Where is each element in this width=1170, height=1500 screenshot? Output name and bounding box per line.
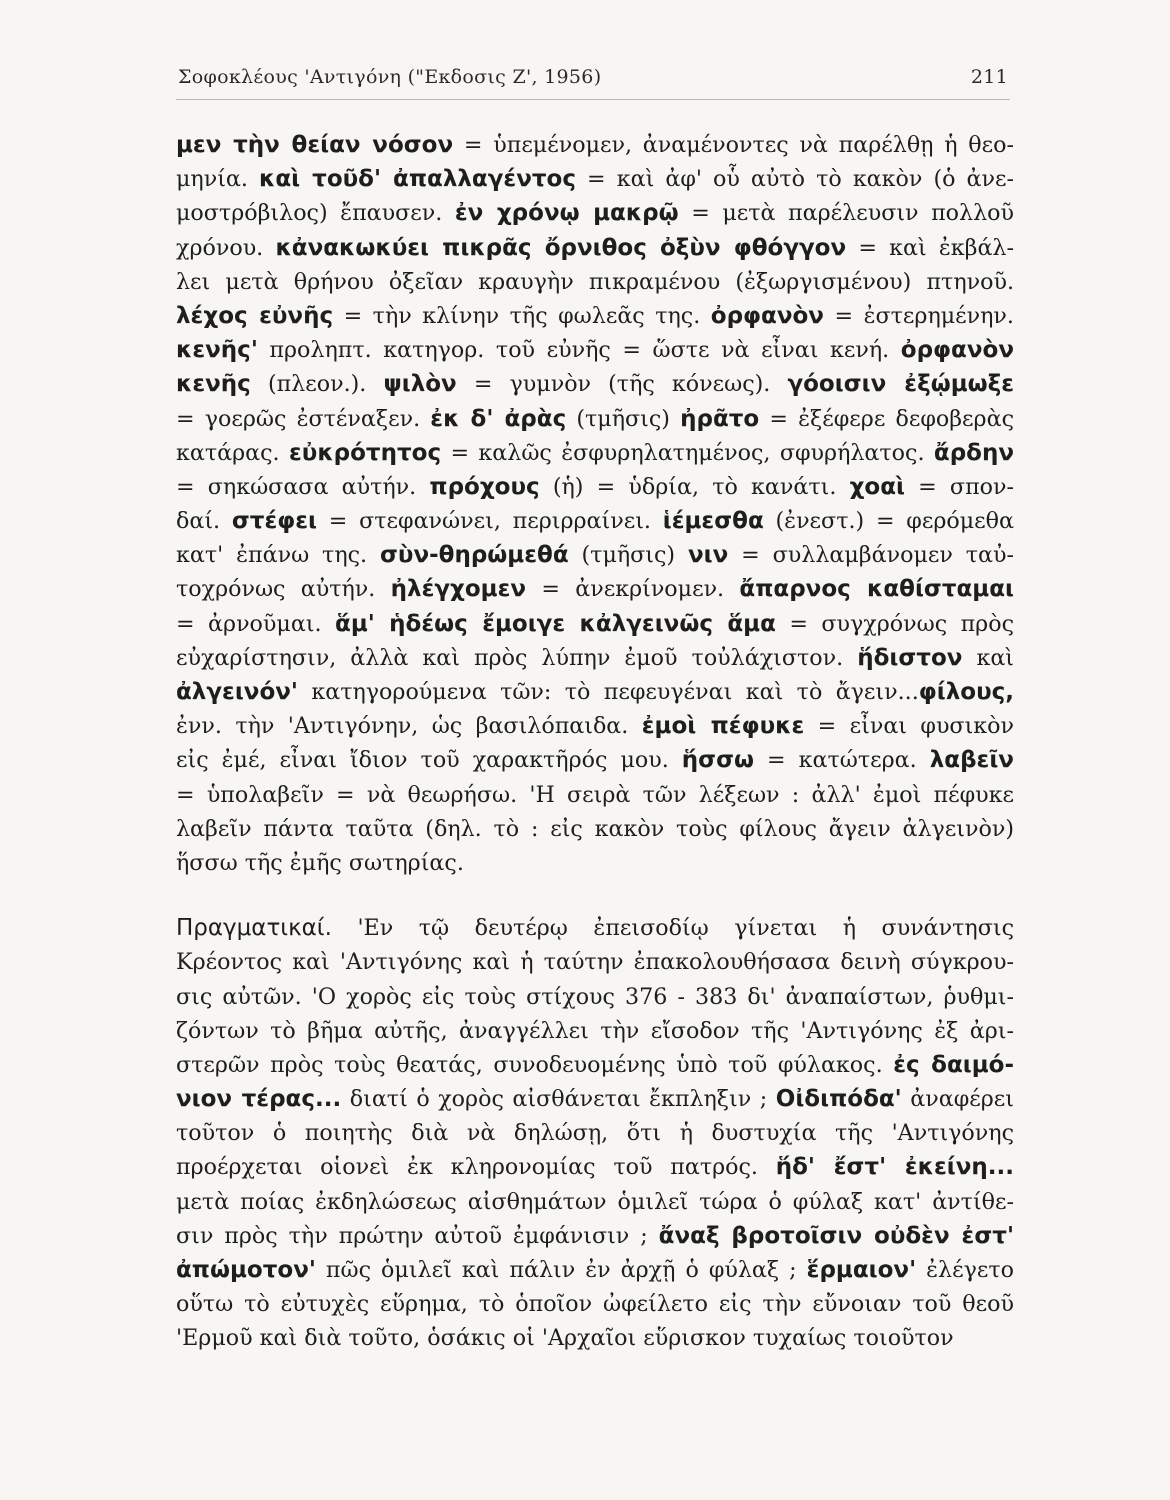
lemma-term: σὺν-θηρώμεθά [380, 542, 569, 569]
text-line [176, 128, 1014, 162]
text-line [176, 1116, 1014, 1150]
running-header [178, 66, 1008, 88]
lemma-term: καὶ τοῦδ' ἀπαλλαγέντος [259, 166, 576, 193]
text-run: = καὶ ἐκβάλ- [846, 234, 1014, 261]
text-run: ἥσσω τῆς ἐμῆς σωτηρίας. [176, 849, 464, 876]
lemma-term: ἱέμεσθα [662, 508, 764, 535]
text-run: τοῦτον ὁ ποιητὴς διὰ νὰ δηλώσῃ, ὅτι ἡ δυστυχία τῆς 'Αντιγόνης [176, 1120, 1014, 1147]
lemma-term: ἀπώμοτον' [176, 1257, 316, 1283]
text-run: τοχρόνως αὐτήν. [176, 576, 391, 603]
text-run: = συλλαμβάνομεν ταὐ- [728, 542, 1014, 569]
text-run: = ὑπολαβεῖν = νὰ θεωρήσω. 'Η σειρὰ τῶν λέξεων : ἀλλ' ἐμοὶ πέφυκε [176, 781, 1014, 808]
text-line [176, 980, 1014, 1014]
text-run: 'Ερμοῦ καὶ διὰ τοῦτο, ὁσάκις οἱ 'Αρχαῖοι εὕρισκον τυχαίως τοιοῦτον [176, 1325, 954, 1352]
text-run: (τμῆσις) [568, 542, 688, 569]
text-run: κατηγορούμενα τῶν: τὸ πεφευγέναι καὶ τὸ ἄγειν... [297, 679, 919, 705]
lemma-term: ἐμοὶ πέφυκε [641, 713, 805, 740]
lemma-term: ἥδιστον [857, 644, 963, 671]
lemma-term: κἀνακωκύει πικρᾶς ὄρνιθος ὀξὺν φθόγγον [275, 234, 847, 261]
text-run: = εἶναι φυσικὸν [804, 713, 1014, 740]
text-run: = στεφανώνει, περιρραίνει. [317, 508, 663, 535]
text-line [176, 196, 1014, 230]
text-run: χρόνου. [176, 234, 276, 261]
text-run: = γοερῶς ἐστέναξεν. [176, 405, 431, 432]
text-run: εὐχαρίστησιν, ἀλλὰ καὶ πρὸς λύπην ἐμοῦ τοὐλάχιστον. [176, 644, 858, 671]
text-run: (ἡ) = ὑδρία, τὸ κανάτι. [539, 473, 850, 500]
text-run: κατ' ἐπάνω της. [176, 542, 380, 569]
text-line [176, 709, 1014, 743]
running-title: Σοφοκλέους 'Αντιγόνη ("Εκδοσις Ζ', 1956) [178, 66, 602, 88]
text-run: = καλῶς ἐσφυρηλατημένος, σφυρήλατος. [441, 439, 934, 466]
lemma-term: ἥδ' ἔστ' ἐκείνη... [775, 1154, 1014, 1181]
lemma-term: ἅμ' ἡδέως ἔμοιγε κἀλγεινῶς ἅμα [335, 610, 776, 637]
text-line [176, 1287, 1014, 1321]
text-run: μοστρόβιλος) ἔπαυσεν. [176, 200, 455, 227]
text-run: ζόντων τὸ βῆμα αὐτῆς, ἀναγγέλλει τὴν εἴσοδον τῆς 'Αντιγόνης ἐξ ἀρι- [176, 1017, 1014, 1044]
text-line [176, 367, 1014, 401]
lemma-term: ἐν χρόνῳ μακρῷ [454, 200, 679, 227]
text-run: (ἐνεστ.) = φερόμεθα [763, 508, 1014, 535]
lemma-term: γόοισιν ἐξῴμωξε [787, 371, 1014, 398]
text-line [176, 846, 1014, 880]
text-line [176, 299, 1014, 333]
text-line [176, 778, 1014, 812]
text-run: καὶ [962, 644, 1014, 671]
text-run: πῶς ὁμιλεῖ καὶ πάλιν ἐν ἀρχῇ ὁ φύλαξ ; [315, 1257, 807, 1283]
lemma-term: φίλους, [918, 679, 1014, 705]
lemma-term: ἐς δαιμό- [893, 1051, 1014, 1078]
text-run: ἀναφέρει [901, 1086, 1014, 1113]
text-run: = ἐστερημένην. [823, 302, 1014, 329]
text-run: λει μετὰ θρήνου ὀξεῖαν κραυγὴν πικραμένου (ἐξωργισμένου) πτηνοῦ. [176, 268, 1014, 295]
text-run: = σπον- [904, 473, 1014, 500]
lemma-term: ὀρφανὸν [710, 302, 824, 329]
text-line [176, 812, 1014, 846]
text-run: = ἀρνοῦμαι. [176, 610, 336, 637]
text-line [176, 504, 1014, 538]
text-line [176, 945, 1014, 979]
commentary-paragraph [176, 128, 1014, 880]
lemma-term: κενῆς [176, 371, 251, 398]
text-run: (πλεον.). [250, 371, 384, 398]
pragmatic-notes-paragraph [176, 911, 1014, 1355]
text-line [176, 1253, 1014, 1287]
section-heading: Πραγματικαί. [176, 915, 332, 942]
text-run: διατί ὁ χορὸς αἰσθάνεται ἔκπληξιν ; [341, 1086, 776, 1113]
text-line [176, 641, 1014, 675]
text-line [176, 607, 1014, 641]
lemma-term: χοαὶ [849, 473, 905, 500]
text-run: μετὰ ποίας ἐκδηλώσεως αἰσθημάτων ὁμιλεῖ τώρα ὁ φύλαξ κατ' ἀντίθε- [176, 1188, 1014, 1215]
lemma-term: λαβεῖν [929, 747, 1014, 774]
lemma-term: ἥσσω [681, 747, 754, 774]
text-line [176, 675, 1014, 709]
text-run: Κρέοντος καὶ 'Αντιγόνης καὶ ἡ ταύτην ἐπακολουθήσασα δεινὴ σύγκρου- [176, 949, 1014, 976]
text-run: ἐλέγετο [916, 1257, 1014, 1283]
text-run: προληπτ. κατηγορ. τοῦ εὐνῆς = ὥστε νὰ εἶναι κενή. [257, 337, 901, 364]
lemma-term: ἐκ δ' ἀρὰς [430, 405, 567, 432]
lemma-term: νιον τέρας... [176, 1086, 342, 1113]
text-line [176, 231, 1014, 265]
text-run: ἐνν. τὴν 'Αντιγόνην, ὡς βασιλόπαιδα. [176, 713, 642, 740]
lemma-term: νιν [687, 542, 729, 569]
lemma-term: ἄρδην [933, 439, 1014, 466]
lemma-term: λέχος εὐνῆς [176, 302, 334, 329]
lemma-term: ἄπαρνος καθίσταμαι [739, 576, 1014, 603]
text-line [176, 402, 1014, 436]
text-run: = κατώτερα. [753, 747, 930, 774]
text-run: = ἐξέφερε δεφοβερὰς [759, 405, 1014, 432]
text-line [176, 1014, 1014, 1048]
lemma-term: ἠρᾶτο [680, 405, 760, 432]
text-run: 'Εν τῷ δευτέρῳ ἐπεισοδίῳ γίνεται ἡ συνάντησις [331, 915, 1014, 942]
text-line [176, 1219, 1014, 1253]
text-run: δαί. [176, 508, 232, 535]
text-run: λαβεῖν πάντα ταῦτα (δηλ. τὸ : εἰς κακὸν τοὺς φίλους ἄγειν ἀλγεινὸν) [176, 815, 1014, 842]
text-line [176, 743, 1014, 777]
text-line [176, 911, 1014, 945]
text-run: = ἀνεκρίνομεν. [526, 576, 740, 603]
text-run: σιν πρὸς τὴν πρώτην αὐτοῦ ἐμφάνισιν ; [176, 1222, 659, 1249]
lemma-term: εὐκρότητος [288, 439, 442, 466]
text-run: = ὑπεμένομεν, ἀναμένοντες νὰ παρέλθῃ ἡ θεο- [453, 132, 1014, 158]
text-line [176, 436, 1014, 470]
text-line [176, 470, 1014, 504]
text-run: προέρχεται οἱονεὶ ἐκ κληρονομίας τοῦ πατρός. [176, 1154, 776, 1181]
text-line [176, 333, 1014, 367]
lemma-term: ἠλέγχομεν [390, 576, 527, 603]
text-line [176, 538, 1014, 572]
page-body [176, 128, 1014, 1356]
lemma-term: ψιλὸν [383, 371, 457, 398]
lemma-term: ἕρμαιον' [806, 1257, 917, 1283]
lemma-term: πρόχους [429, 473, 540, 500]
text-line [176, 265, 1014, 299]
text-run: = καὶ ἀφ' οὗ αὐτὸ τὸ κακὸν (ὁ ἀνε- [575, 166, 1014, 193]
text-run: = μετὰ παρέλευσιν πολλοῦ [678, 200, 1014, 227]
text-run: = συγχρόνως πρὸς [775, 610, 1014, 637]
text-run: (τμῆσις) [566, 405, 681, 432]
text-run: κατάρας. [176, 439, 289, 466]
lemma-term: ὀρφανὸν [900, 337, 1014, 364]
text-line [176, 1321, 1014, 1355]
text-line [176, 1150, 1014, 1184]
text-run: μηνία. [176, 166, 260, 193]
lemma-term: Οἰδιπόδα' [775, 1086, 902, 1113]
lemma-term: ἀλγεινόν' [176, 679, 298, 705]
text-run: = τὴν κλίνην τῆς φωλεᾶς της. [333, 302, 711, 329]
text-run: εἰς ἐμέ, εἶναι ἴδιον τοῦ χαρακτῆρός μου. [176, 747, 682, 774]
text-run: σις αὐτῶν. 'Ο χορὸς εἰς τοὺς στίχους 376 - 383 δι' ἀναπαίστων, ῥυθμι- [176, 983, 1014, 1010]
text-line [176, 572, 1014, 606]
header-rule [176, 99, 1010, 100]
lemma-term: κενῆς' [176, 337, 258, 364]
text-run: = γυμνὸν (τῆς κόνεως). [456, 371, 788, 398]
text-run: οὕτω τὸ εὐτυχὲς εὕρημα, τὸ ὁποῖον ὠφείλετο εἰς τὴν εὔνοιαν τοῦ θεοῦ [176, 1291, 1014, 1318]
page-number: 211 [970, 66, 1008, 88]
lemma-term: ἄναξ βροτοῖσιν οὐδὲν ἐστ' [658, 1222, 1014, 1249]
lemma-term: μεν τὴν θείαν νόσον [176, 132, 454, 158]
text-line [176, 162, 1014, 196]
paragraph-gap [176, 880, 1014, 911]
text-line [176, 1082, 1014, 1116]
lemma-term: στέφει [231, 508, 318, 535]
text-line [176, 1185, 1014, 1219]
text-run: στερῶν πρὸς τοὺς θεατάς, συνοδευομένης ὑπὸ τοῦ φύλακος. [176, 1051, 894, 1078]
text-run: = σηκώσασα αὐτήν. [176, 473, 430, 500]
text-line [176, 1048, 1014, 1082]
